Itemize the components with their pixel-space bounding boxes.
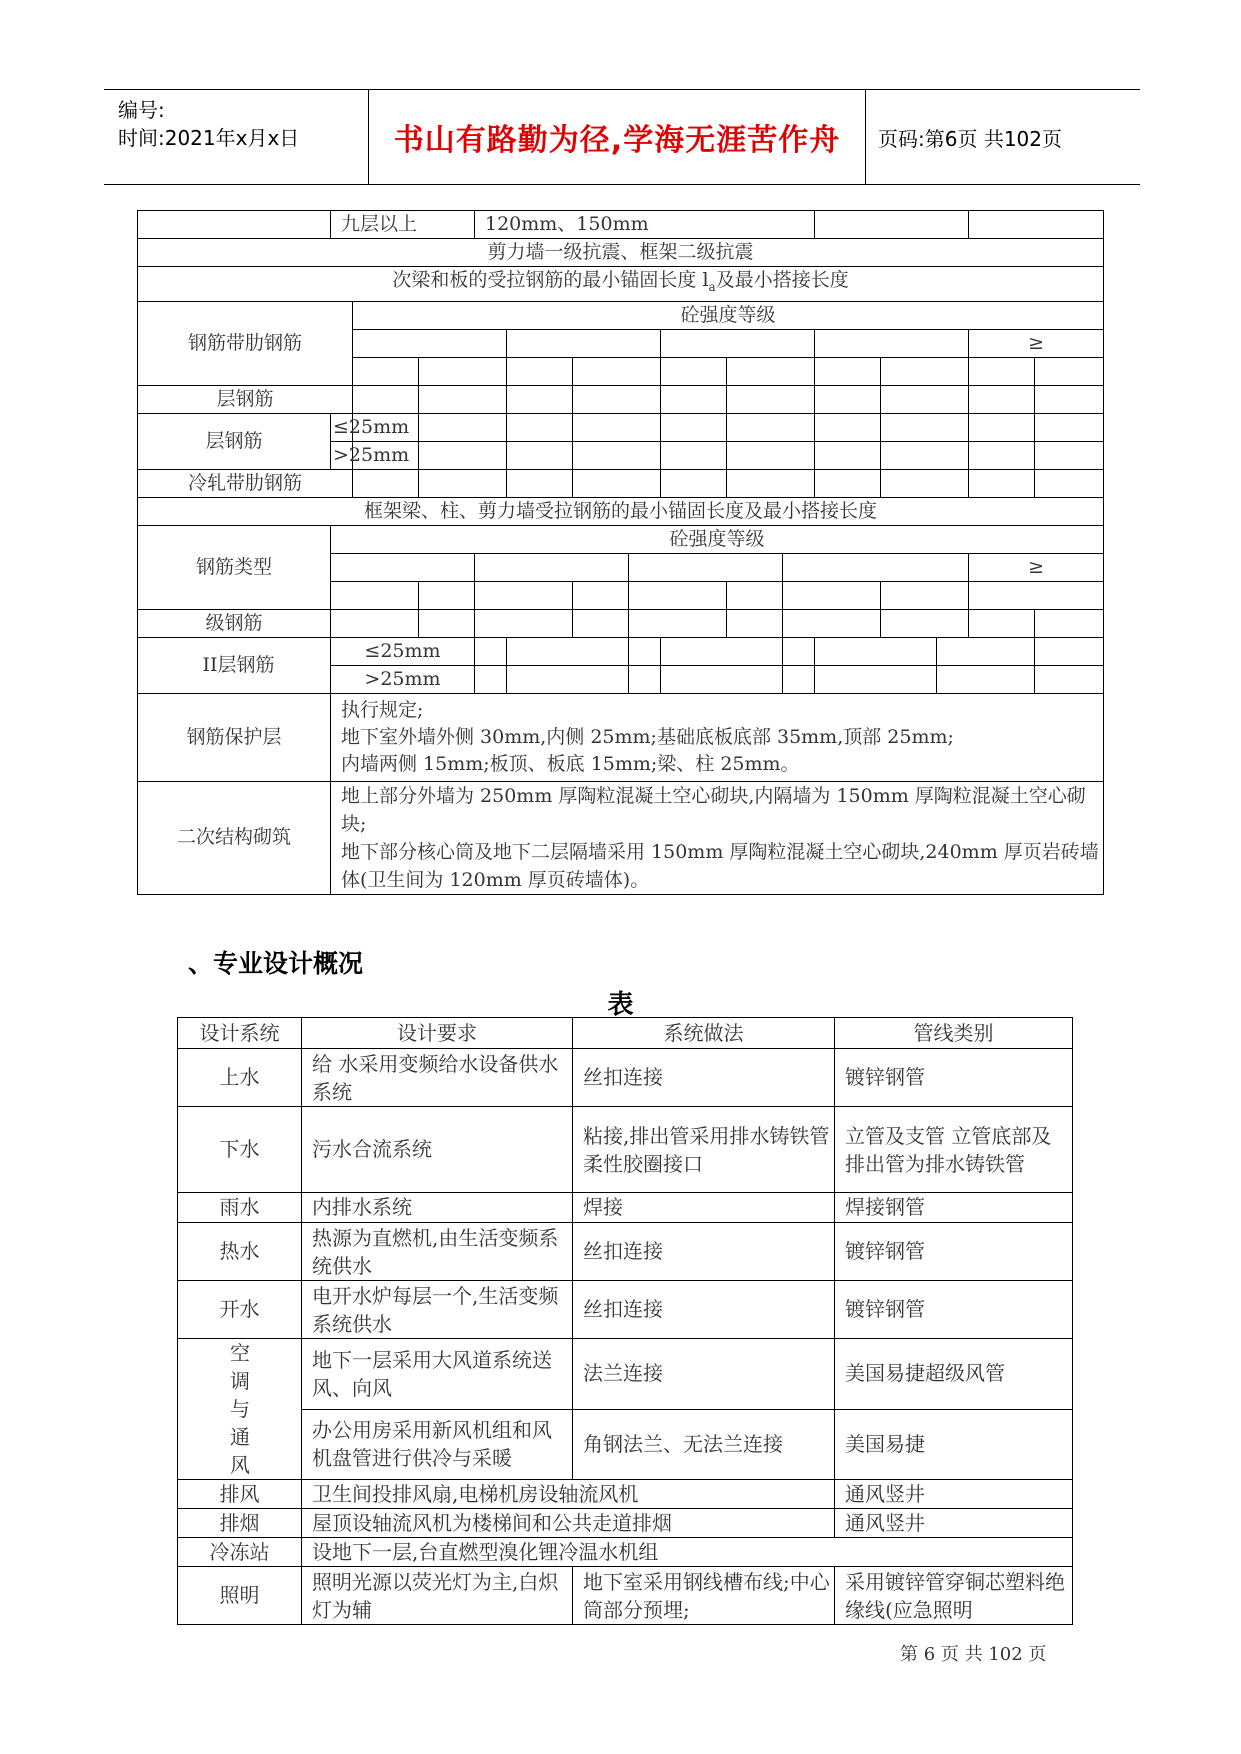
- table-row: 开水 电开水炉每层一个,生活变频系统供水 丝扣连接 镀锌钢管: [178, 1281, 1073, 1339]
- cover-label: 钢筋保护层: [138, 693, 331, 781]
- section2-head-left: 钢筋类型: [138, 525, 331, 609]
- section2-row-label: 级钢筋: [138, 609, 331, 637]
- header-motto-cell: [369, 90, 866, 184]
- design-systems-table: [177, 1017, 1073, 1625]
- table-row: [138, 267, 1104, 302]
- doc-number: 编号:: [118, 98, 165, 122]
- table-row: [138, 637, 1104, 665]
- floors-value: 120mm、150mm: [475, 211, 815, 239]
- page-footer: 第 6 页 共 102 页: [900, 1644, 1047, 1665]
- section1-row-label: 冷轧带肋钢筋: [138, 469, 353, 497]
- table-row: 下水 污水合流系统 粘接,排出管采用排水铸铁管柔性胶圈接口 立管及支管 立管底部及排出管为排水铸铁管: [178, 1107, 1073, 1193]
- section1-sub-label: ≤25mm: [331, 413, 353, 441]
- col-header: 系统做法: [573, 1018, 835, 1049]
- table-row: [138, 469, 1104, 497]
- table-row: [138, 301, 1104, 329]
- section1-row-label: 层钢筋: [138, 385, 353, 413]
- table-row: [138, 239, 1104, 267]
- table-row: [138, 413, 1104, 441]
- page-header: [104, 89, 1140, 185]
- section2-sub-label: ≤25mm: [331, 637, 475, 665]
- table-row: 冷冻站 设地下一层,台直燃型溴化锂冷温水机组: [178, 1538, 1073, 1567]
- table-row: 排烟 屋顶设轴流风机为楼梯间和公共走道排烟 通风竖井: [178, 1509, 1073, 1538]
- table-header-row: [178, 1018, 1073, 1049]
- table-row: [138, 385, 1104, 413]
- table-row: [138, 211, 1104, 239]
- seismic-note: 剪力墙一级抗震、框架二级抗震: [138, 239, 1104, 267]
- table-row: [138, 693, 1104, 781]
- section1-grade-header: 砼强度等级: [353, 301, 1104, 329]
- header-page-cell: [866, 90, 1140, 184]
- page-number: 页码:第6页 共102页: [878, 126, 1062, 151]
- col-header: 管线类别: [835, 1018, 1073, 1049]
- motto: 书山有路勤为径,学海无涯苦作舟: [393, 123, 841, 158]
- section1-group-label: 层钢筋: [138, 413, 331, 469]
- section1-ge-sign: ≥: [969, 329, 1104, 357]
- table-row: 空调与通风 地下一层采用大风道系统送风、向风 法兰连接 美国易捷超级风管: [178, 1339, 1073, 1410]
- section2-group-label: II层钢筋: [201, 637, 331, 693]
- doc-time: 时间:2021年x月x日: [118, 126, 300, 150]
- section2-title: 框架梁、柱、剪力墙受拉钢筋的最小锚固长度及最小搭接长度: [138, 497, 1104, 525]
- table-caption: 表: [607, 990, 634, 1020]
- masonry-label: 二次结构砌筑: [138, 781, 331, 894]
- table-row: [138, 781, 1104, 894]
- col-header: 设计系统: [178, 1018, 302, 1049]
- section1-head-left: 钢筋带肋钢筋: [138, 301, 353, 385]
- section2-grade-header: 砼强度等级: [331, 525, 1104, 553]
- table-row: [138, 497, 1104, 525]
- cover-text: 执行规定; 地下室外墙外侧 30mm,内侧 25mm;基础底板底部 35mm,顶部 25mm; 内墙两侧 15mm;板顶、板底 15mm;梁、柱 25mm。: [331, 693, 1104, 781]
- col-header: 设计要求: [302, 1018, 573, 1049]
- header-info-cell: [104, 90, 369, 184]
- section1-sub-label: >25mm: [331, 441, 353, 469]
- section1-title: 次梁和板的受拉钢筋的最小锚固长度 $l_a$及最小搭接长度: [138, 267, 1104, 302]
- structure-table: [137, 210, 1104, 895]
- table-row: 上水 给 水采用变频给水设备供水系统 丝扣连接 镀锌钢管: [178, 1049, 1073, 1107]
- section-title: 、专业设计概况: [188, 949, 364, 978]
- table-row: [138, 609, 1104, 637]
- table-row: 照明 照明光源以荧光灯为主,白炽灯为辅 地下室采用钢线槽布线;中心筒部分预埋; 采用镀锌管穿铜芯塑料绝 缘线(应急照明: [178, 1567, 1073, 1625]
- table-row: 办公用房采用新风机组和风机盘管进行供冷与采暖 角钢法兰、无法兰连接 美国易捷: [178, 1409, 1073, 1480]
- table-row: [138, 525, 1104, 553]
- table-row: 雨水 内排水系统 焊接 焊接钢管: [178, 1193, 1073, 1223]
- floors-label: 九层以上: [331, 211, 475, 239]
- section2-sub-label: >25mm: [331, 665, 475, 693]
- section2-ge-sign: ≥: [969, 553, 1104, 581]
- table-row: 热水 热源为直燃机,由生活变频系统供水 丝扣连接 镀锌钢管: [178, 1223, 1073, 1281]
- table-row: 排风 卫生间投排风扇,电梯机房设轴流风机 通风竖井: [178, 1480, 1073, 1509]
- masonry-text: 地上部分外墙为 250mm 厚陶粒混凝土空心砌块,内隔墙为 150mm 厚陶粒混凝土空心砌块; 地下部分核心筒及地下二层隔墙采用 150mm 厚陶粒混凝土空心砌块,240mm 厚页岩砖墙体(卫生间为 120mm 厚页砖墙体)。: [331, 781, 1104, 894]
